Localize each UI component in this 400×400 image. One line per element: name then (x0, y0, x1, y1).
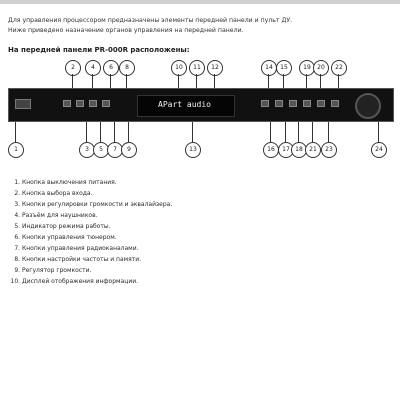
leader-line (100, 122, 101, 142)
leader-line (320, 74, 321, 88)
panel-button (303, 100, 311, 107)
legend-item: 4. Разъём для наушников. (22, 211, 392, 220)
page-top-edge (0, 0, 400, 4)
panel-button (76, 100, 84, 107)
leader-line (298, 122, 299, 142)
legend-item: 1. Кнопка выключения питания. (22, 178, 392, 187)
leader-line (126, 74, 127, 88)
callout-14: 14 (261, 60, 277, 76)
leader-line (328, 122, 329, 142)
callout-23: 23 (321, 142, 337, 158)
leader-line (110, 74, 111, 88)
front-display (137, 95, 235, 117)
callout-5: 5 (93, 142, 109, 158)
power-button (15, 99, 31, 109)
legend-item: 8. Кнопки настройки частоты и памяти. (22, 255, 392, 264)
callout-20: 20 (313, 60, 329, 76)
callout-1: 1 (8, 142, 24, 158)
leader-line (192, 122, 193, 142)
leader-line (312, 122, 313, 142)
leader-line (378, 122, 379, 142)
callout-17: 17 (278, 142, 294, 158)
callout-10: 10 (171, 60, 187, 76)
leader-line (283, 74, 284, 88)
panel-button (317, 100, 325, 107)
legend-item: 9. Регулятор громкости. (22, 266, 392, 275)
intro-line: Ниже приведено назначение органов управления на передней панели. (8, 26, 244, 34)
callout-13: 13 (185, 142, 201, 158)
legend-item: 10. Дисплей отображения информации. (22, 277, 392, 286)
callout-7: 7 (107, 142, 123, 158)
leader-line (86, 122, 87, 142)
leader-line (338, 74, 339, 88)
leader-line (268, 74, 269, 88)
legend-item: 6. Кнопки управления тюнером. (22, 233, 392, 242)
callout-6: 6 (103, 60, 119, 76)
callout-4: 4 (85, 60, 101, 76)
callout-12: 12 (207, 60, 223, 76)
leader-line (270, 122, 271, 142)
callout-22: 22 (331, 60, 347, 76)
panel-button (289, 100, 297, 107)
leader-line (196, 74, 197, 88)
intro-line: Для управления процессором предназначены элементы передней панели и пульт ДУ. (8, 17, 293, 24)
leader-line (306, 74, 307, 88)
legend-list (8, 178, 392, 288)
callout-15: 15 (276, 60, 292, 76)
callout-16: 16 (263, 142, 279, 158)
panel-button (63, 100, 71, 107)
callout-11: 11 (189, 60, 205, 76)
leader-line (178, 74, 179, 88)
legend-item: 2. Кнопка выбора входа. (22, 189, 392, 198)
panel-button (89, 100, 97, 107)
leader-line (128, 122, 129, 142)
legend-item: 7. Кнопки управления радиоканалами. (22, 244, 392, 253)
callout-18: 18 (291, 142, 307, 158)
leader-line (15, 122, 16, 142)
callout-19: 19 (299, 60, 315, 76)
front-panel (8, 88, 394, 122)
callout-9: 9 (121, 142, 137, 158)
leader-line (72, 74, 73, 88)
leader-line (214, 74, 215, 88)
panel-button (275, 100, 283, 107)
section-heading: На передней панели PR-000R расположены: (8, 46, 190, 54)
leader-line (92, 74, 93, 88)
callout-8: 8 (119, 60, 135, 76)
legend-item: 5. Индикатор режима работы. (22, 222, 392, 231)
callout-24: 24 (371, 142, 387, 158)
leader-line (114, 122, 115, 142)
panel-button (261, 100, 269, 107)
legend-item: 3. Кнопки регулировки громкости и эквалайзера. (22, 200, 392, 209)
callout-21: 21 (305, 142, 321, 158)
display-text: APart audio (158, 100, 211, 109)
front-panel-diagram (8, 60, 392, 170)
leader-line (285, 122, 286, 142)
volume-knob (355, 93, 381, 119)
intro-text (8, 16, 392, 35)
panel-button (102, 100, 110, 107)
panel-button (331, 100, 339, 107)
callout-3: 3 (79, 142, 95, 158)
callout-2: 2 (65, 60, 81, 76)
